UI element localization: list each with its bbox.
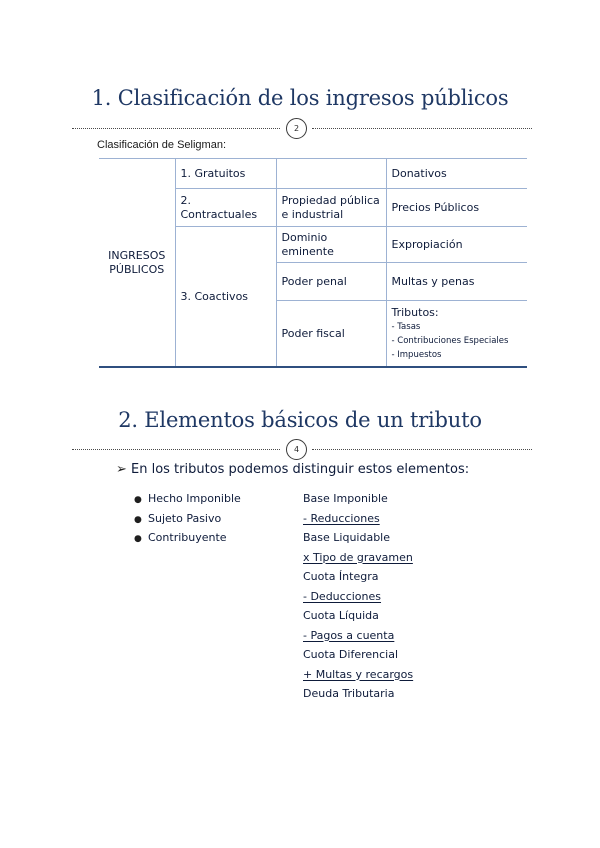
cell-propiedad (276, 189, 386, 227)
cell-empty (276, 159, 386, 189)
calc-step: - Deducciones (303, 589, 382, 603)
tributos-item: - Impuestos (391, 349, 442, 360)
cell-dominio: Dominio eminente (276, 227, 386, 263)
list-item (134, 528, 241, 548)
group-label-line2: PÚBLICOS (109, 262, 165, 276)
divider-line-left (72, 128, 280, 129)
calc-step: Cuota Diferencial (303, 648, 399, 661)
tributos-item: - Contribuciones Especiales (391, 335, 509, 346)
cell-tributos (386, 301, 527, 367)
calc-step: Deuda Tributaria (303, 687, 395, 700)
calc-step: - Reducciones (303, 511, 380, 525)
seligman-caption: Clasificación de Seligman: (97, 139, 227, 151)
tax-calculation-list (303, 489, 413, 704)
calc-step: Cuota Líquida (303, 609, 379, 622)
bullet-icon: ● (134, 534, 142, 544)
list-item (134, 509, 241, 529)
elements-list (134, 489, 241, 548)
elements-intro (116, 462, 469, 477)
divider-line-left (72, 449, 280, 450)
element-label: Hecho Imponible (148, 492, 241, 505)
calc-step: Base Imponible (303, 492, 388, 505)
section1-title: 1. Clasificación de los ingresos públicos (91, 86, 509, 110)
divider-line-right (312, 128, 532, 129)
bullet-icon: ● (134, 514, 142, 525)
elements-intro-text: En los tributos podemos distinguir estos elementos: (131, 462, 470, 477)
calc-step: Cuota Íntegra (303, 570, 379, 583)
element-label: Sujeto Pasivo (148, 511, 222, 525)
calc-step: x Tipo de gravamen (303, 550, 413, 564)
page-number-badge: 2 (286, 118, 307, 139)
cell-donativos: Donativos (386, 159, 527, 189)
calc-step: + Multas y recargos (303, 667, 414, 681)
seligman-table (99, 158, 527, 368)
cell-gratuitos: 1. Gratuitos (175, 159, 276, 189)
element-label: Contribuyente (148, 531, 227, 544)
cell-multas: Multas y penas (386, 263, 527, 301)
calc-step: - Pagos a cuenta (303, 628, 395, 642)
table-row (99, 159, 527, 189)
propiedad-line2: e industrial (281, 207, 344, 221)
section2-title: 2. Elementos básicos de un tributo (118, 408, 482, 432)
propiedad-line1: Propiedad pública (281, 193, 380, 207)
section1-divider (72, 118, 532, 140)
page-number-badge: 4 (286, 439, 307, 460)
cell-coactivos: 3. Coactivos (175, 227, 276, 367)
section2-divider (72, 439, 532, 461)
tributos-item: - Tasas (391, 321, 421, 332)
list-item (134, 489, 241, 509)
group-label-cell (99, 159, 175, 368)
cell-expropiacion: Expropiación (386, 227, 527, 263)
arrow-bullet-icon: ➢ (116, 462, 127, 477)
calc-step: Base Liquidable (303, 531, 391, 544)
bullet-icon: ● (134, 495, 142, 505)
cell-contractuales: 2. Contractuales (175, 189, 276, 227)
tributos-title: Tributos: (391, 305, 439, 319)
cell-poder-fiscal: Poder fiscal (276, 301, 386, 367)
cell-poder-penal: Poder penal (276, 263, 386, 301)
group-label-line1: INGRESOS (108, 248, 166, 262)
divider-line-right (312, 449, 532, 450)
cell-precios: Precios Públicos (386, 189, 527, 227)
